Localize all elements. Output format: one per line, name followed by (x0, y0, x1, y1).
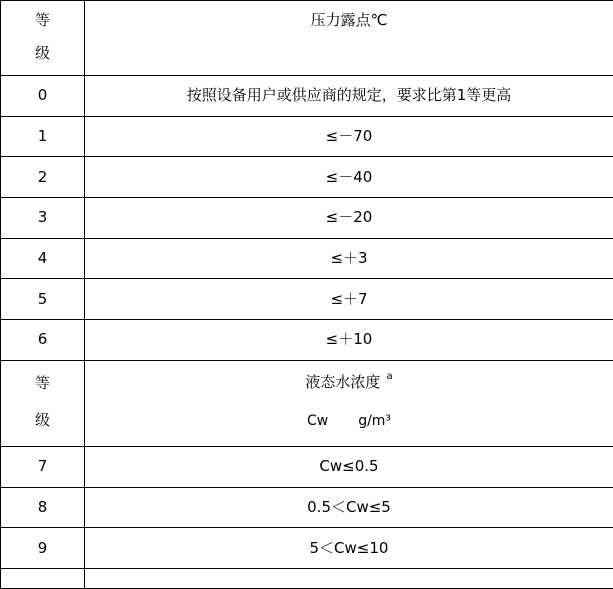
grade-header-char-1: 等 (35, 376, 50, 391)
value-cell: ≤－40 (85, 157, 613, 198)
table-row (1, 76, 613, 117)
pressure-dew-point-header-cell (85, 1, 613, 76)
liquid-water-title: 液态水浓度 (305, 373, 380, 391)
table-row (1, 446, 613, 487)
footnote-marker: a (386, 371, 392, 382)
value-cell: ≤＋3 (85, 238, 613, 279)
grade-header-cell (1, 1, 85, 76)
grade-header-char-1: 等 (35, 13, 50, 28)
grade-header-cell (1, 360, 85, 446)
grade-header-char-2: 级 (35, 413, 50, 428)
table-row (1, 279, 613, 320)
value-cell: ≤＋10 (85, 320, 613, 361)
value-cell: 5＜Cw≤10 (85, 528, 613, 569)
grade-cell: 2 (1, 157, 85, 198)
grade-cell: 8 (1, 487, 85, 528)
table-row (1, 487, 613, 528)
symbol-unit-line (85, 414, 613, 428)
table-row (1, 198, 613, 239)
grade-cell-empty (1, 568, 85, 588)
value-cell: ≤－20 (85, 198, 613, 239)
pressure-dew-point-title: 压力露点℃ (311, 11, 388, 29)
table-row-partial (1, 568, 613, 588)
value-cell: ≤＋7 (85, 279, 613, 320)
liquid-water-header-cell (85, 360, 613, 446)
table-row (1, 238, 613, 279)
grade-cell: 3 (1, 198, 85, 239)
concentration-symbol: Cw (307, 414, 328, 428)
table-row (1, 528, 613, 569)
grade-cell: 5 (1, 279, 85, 320)
grade-cell: 7 (1, 446, 85, 487)
grade-cell: 9 (1, 528, 85, 569)
value-cell-empty (85, 568, 613, 588)
table-row (1, 157, 613, 198)
value-cell: 0.5＜Cw≤5 (85, 487, 613, 528)
grade-cell: 1 (1, 116, 85, 157)
grade-cell: 4 (1, 238, 85, 279)
table-row (1, 320, 613, 361)
grade-header-char-2: 级 (35, 46, 50, 61)
concentration-unit: g/m³ (358, 414, 391, 428)
header-row-pressure-dew-point (1, 1, 613, 76)
grade-cell: 6 (1, 320, 85, 361)
table-row (1, 116, 613, 157)
header-row-liquid-water (1, 360, 613, 446)
value-cell: 按照设备用户或供应商的规定，要求比第1等更高 (85, 76, 613, 117)
value-cell: ≤－70 (85, 116, 613, 157)
value-cell: Cw≤0.5 (85, 446, 613, 487)
grade-cell: 0 (1, 76, 85, 117)
